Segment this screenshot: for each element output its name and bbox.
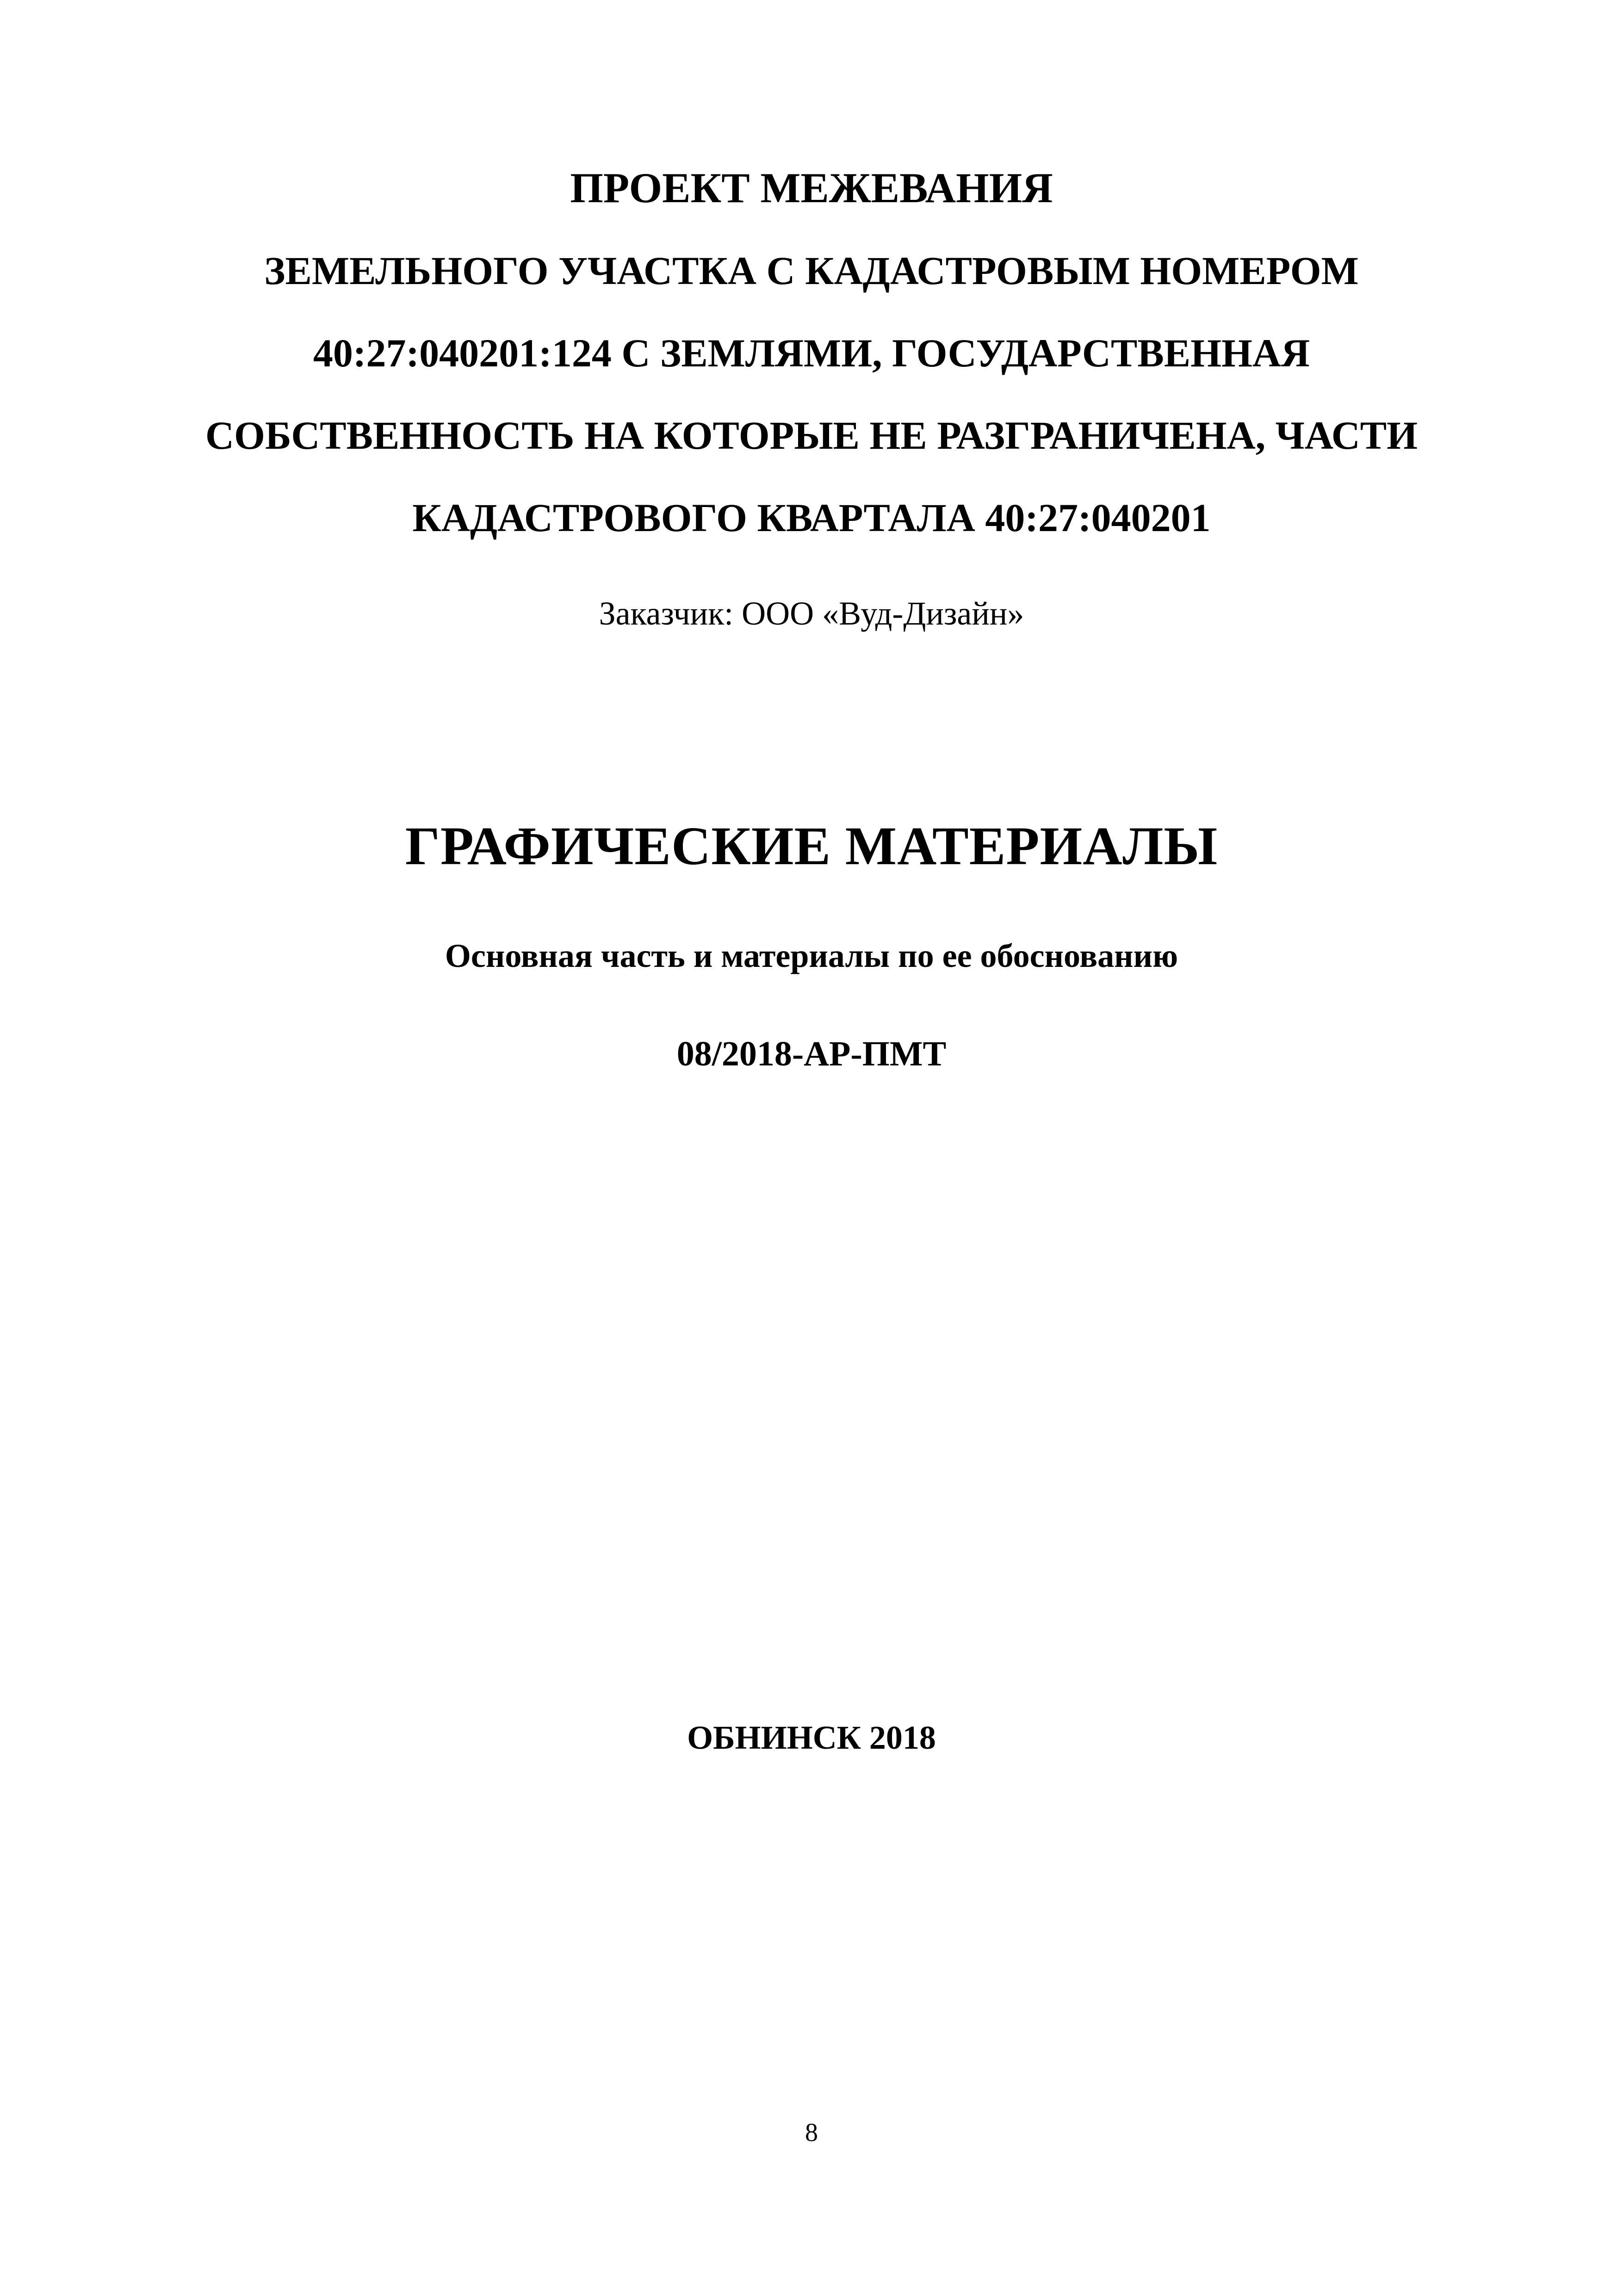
city-year: ОБНИНСК 2018: [687, 1719, 936, 1756]
subtitle-line-1: ЗЕМЕЛЬНОГО УЧАСТКА С КАДАСТРОВЫМ НОМЕРОМ: [264, 248, 1359, 293]
document-code: 08/2018-АР-ПМТ: [676, 1034, 947, 1073]
customer-line: Заказчик: ООО «Вуд-Дизайн»: [599, 595, 1024, 632]
document-title: ПРОЕКТ МЕЖЕВАНИЯ: [570, 164, 1053, 211]
subtitle-line-3: СОБСТВЕННОСТЬ НА КОТОРЫЕ НЕ РАЗГРАНИЧЕНА, ЧАСТИ: [205, 413, 1418, 458]
page-number: 8: [805, 2118, 818, 2147]
section-title: ГРАФИЧЕСКИЕ МАТЕРИАЛЫ: [405, 816, 1218, 876]
subtitle-line-2: 40:27:040201:124 С ЗЕМЛЯМИ, ГОСУДАРСТВЕННАЯ: [313, 331, 1310, 375]
subtitle-line-4: КАДАСТРОВОГО КВАРТАЛА 40:27:040201: [412, 495, 1211, 540]
section-subtitle: Основная часть и материалы по ее обоснованию: [445, 937, 1178, 974]
